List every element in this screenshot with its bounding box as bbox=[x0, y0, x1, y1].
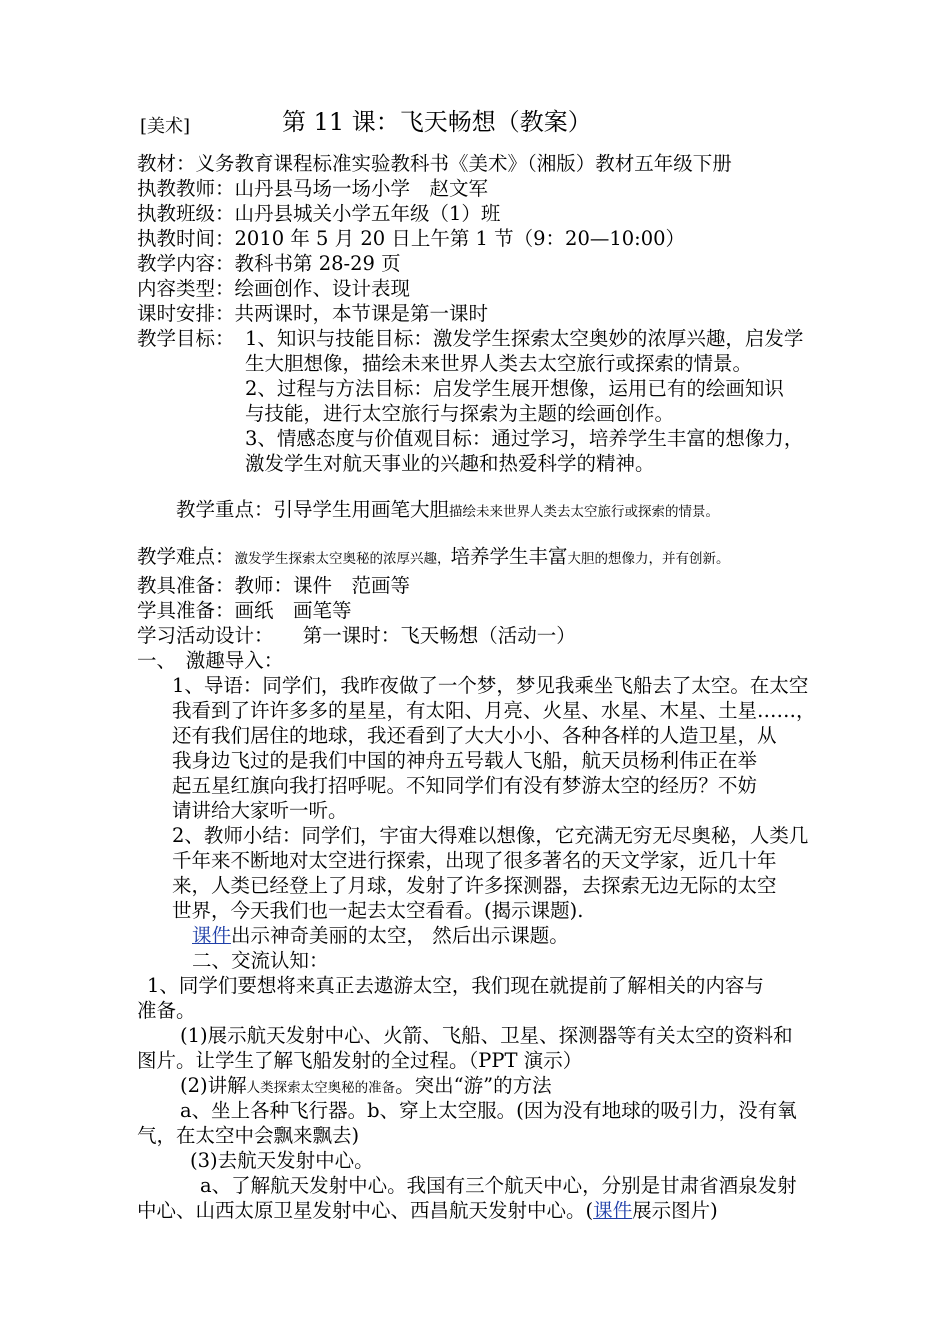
goals-label: 教学目标： bbox=[137, 327, 235, 350]
difficulty-small-1: 激发学生探索太空奥秘的浓厚兴趣， bbox=[234, 551, 451, 567]
title-row bbox=[140, 114, 190, 139]
section2-p6-text-b: 展示图片) bbox=[632, 1199, 718, 1222]
activity-design: 学习活动设计： 第一课时：飞天畅想（活动一） bbox=[137, 624, 576, 647]
difficulty bbox=[137, 545, 730, 571]
difficulty-label: 教学难点： bbox=[137, 545, 235, 568]
prep-student: 学具准备：画纸 画笔等 bbox=[137, 599, 352, 622]
section1-line-7: 2、教师小结：同学们，宇宙大得难以想像，它充满无穷无尽奥秘，人类几 bbox=[172, 824, 809, 847]
info-content: 教学内容：教科书第 28-29 页 bbox=[137, 252, 401, 275]
section1-line-2: 我看到了许许多多的星星，有太阳、月亮、火星、水星、木星、土星……， bbox=[172, 699, 816, 722]
courseware-link-2[interactable]: 课件 bbox=[593, 1199, 633, 1222]
section2-p5: (3)去航天发射中心。 bbox=[190, 1149, 374, 1172]
section1-line-4: 我身边飞过的是我们中国的神舟五号载人飞船，航天员杨利伟正在举 bbox=[172, 749, 758, 772]
section2-p4-line-2: 气，在太空中会飘来飘去) bbox=[137, 1124, 360, 1147]
courseware-text: 出示神奇美丽的太空， 然后出示课题。 bbox=[231, 924, 569, 947]
section1-heading: 一、 激趣导入： bbox=[137, 649, 284, 672]
goal-line-6: 激发学生对航天事业的兴趣和热爱科学的精神。 bbox=[245, 452, 655, 475]
section2-heading: 二、交流认知： bbox=[192, 949, 329, 972]
section1-line-9: 来，人类已经登上了月球，发射了许多探测器，去探索无边无际的太空 bbox=[172, 874, 777, 897]
info-time: 执教时间：2010 年 5 月 20 日上午第 1 节（9：20—10:00） bbox=[137, 227, 686, 250]
info-textbook: 教材：义务教育课程标准实验教科书《美术》（湘版）教材五年级下册 bbox=[137, 152, 732, 175]
difficulty-small-2: 大胆的想像力，并有创新。 bbox=[567, 551, 730, 567]
info-class: 执教班级：山丹县城关小学五年级（1）班 bbox=[137, 202, 501, 225]
goal-line-4: 与技能，进行太空旅行与探索为主题的绘画创作。 bbox=[245, 402, 675, 425]
key-point-main: 教学重点：引导学生用画笔大胆 bbox=[176, 498, 450, 521]
info-schedule: 课时安排：共两课时，本节课是第一课时 bbox=[137, 302, 489, 325]
goal-line-1: 1、知识与技能目标：激发学生探索太空奥妙的浓厚兴趣，启发学 bbox=[245, 327, 804, 350]
subject-tag: [美术] bbox=[140, 116, 191, 137]
courseware-link[interactable]: 课件 bbox=[192, 924, 232, 947]
section1-line-10: 世界，今天我们也一起去太空看看。(揭示课题). bbox=[172, 899, 584, 922]
info-type: 内容类型：绘画创作、设计表现 bbox=[137, 277, 411, 300]
info-teacher: 执教教师：山丹县马场一场小学 赵文军 bbox=[137, 177, 489, 200]
section1-line-3: 还有我们居住的地球，我还看到了大大小小、各种各样的人造卫星，从 bbox=[172, 724, 777, 747]
section2-p2-line-2: 图片。让学生了解飞船发射的全过程。（PPT 演示） bbox=[137, 1049, 583, 1072]
goal-line-2: 生大胆想像，描绘未来世界人类去太空旅行或探索的情景。 bbox=[245, 352, 753, 375]
section2-p3-end: 。突出“游”的方法 bbox=[395, 1074, 552, 1097]
key-point bbox=[176, 498, 719, 524]
section2-p6-line-1: a、了解航天发射中心。我国有三个航天中心，分别是甘肃省酒泉发射 bbox=[200, 1174, 797, 1197]
goal-line-5: 3、情感态度与价值观目标：通过学习，培养学生丰富的想像力， bbox=[245, 427, 804, 450]
section1-line-5: 起五星红旗向我打招呼呢。不知同学们有没有梦游太空的经历？不妨 bbox=[172, 774, 758, 797]
section2-p3-small: 人类探索太空奥秘的准备 bbox=[246, 1080, 396, 1096]
section2-p1-line-1: 1、同学们要想将来真正去遨游太空，我们现在就提前了解相关的内容与 bbox=[147, 974, 764, 997]
key-point-small: 描绘未来世界人类去太空旅行或探索的情景。 bbox=[449, 504, 720, 520]
page-title: 第 11 课：飞天畅想（教案） bbox=[282, 108, 592, 136]
section2-p3 bbox=[180, 1074, 552, 1100]
section1-line-8: 千年来不断地对太空进行探索，出现了很多著名的天文学家，近几十年 bbox=[172, 849, 777, 872]
section1-line-1: 1、导语：同学们，我昨夜做了一个梦，梦见我乘坐飞船去了太空。在太空 bbox=[172, 674, 809, 697]
goal-line-3: 2、过程与方法目标：启发学生展开想像，运用已有的绘画知识 bbox=[245, 377, 784, 400]
section2-p6-text-a: 中心、山西太原卫星发射中心、西昌航天发射中心。( bbox=[137, 1199, 594, 1222]
courseware-row bbox=[192, 924, 569, 948]
section2-p2-line-1: (1)展示航天发射中心、火箭、飞船、卫星、探测器等有关太空的资料和 bbox=[180, 1024, 793, 1047]
section2-p4-line-1: a、坐上各种飞行器。b、穿上太空服。(因为没有地球的吸引力，没有氧 bbox=[180, 1099, 797, 1122]
section2-p1-line-2: 准备。 bbox=[137, 999, 196, 1022]
prep-teacher: 教具准备：教师：课件 范画等 bbox=[137, 574, 411, 597]
section2-p3-main: (2)讲解 bbox=[180, 1074, 247, 1097]
difficulty-main: 培养学生丰富 bbox=[450, 545, 568, 568]
section2-p6-line-2 bbox=[137, 1199, 718, 1223]
section1-line-6: 请讲给大家听一听。 bbox=[172, 799, 348, 822]
